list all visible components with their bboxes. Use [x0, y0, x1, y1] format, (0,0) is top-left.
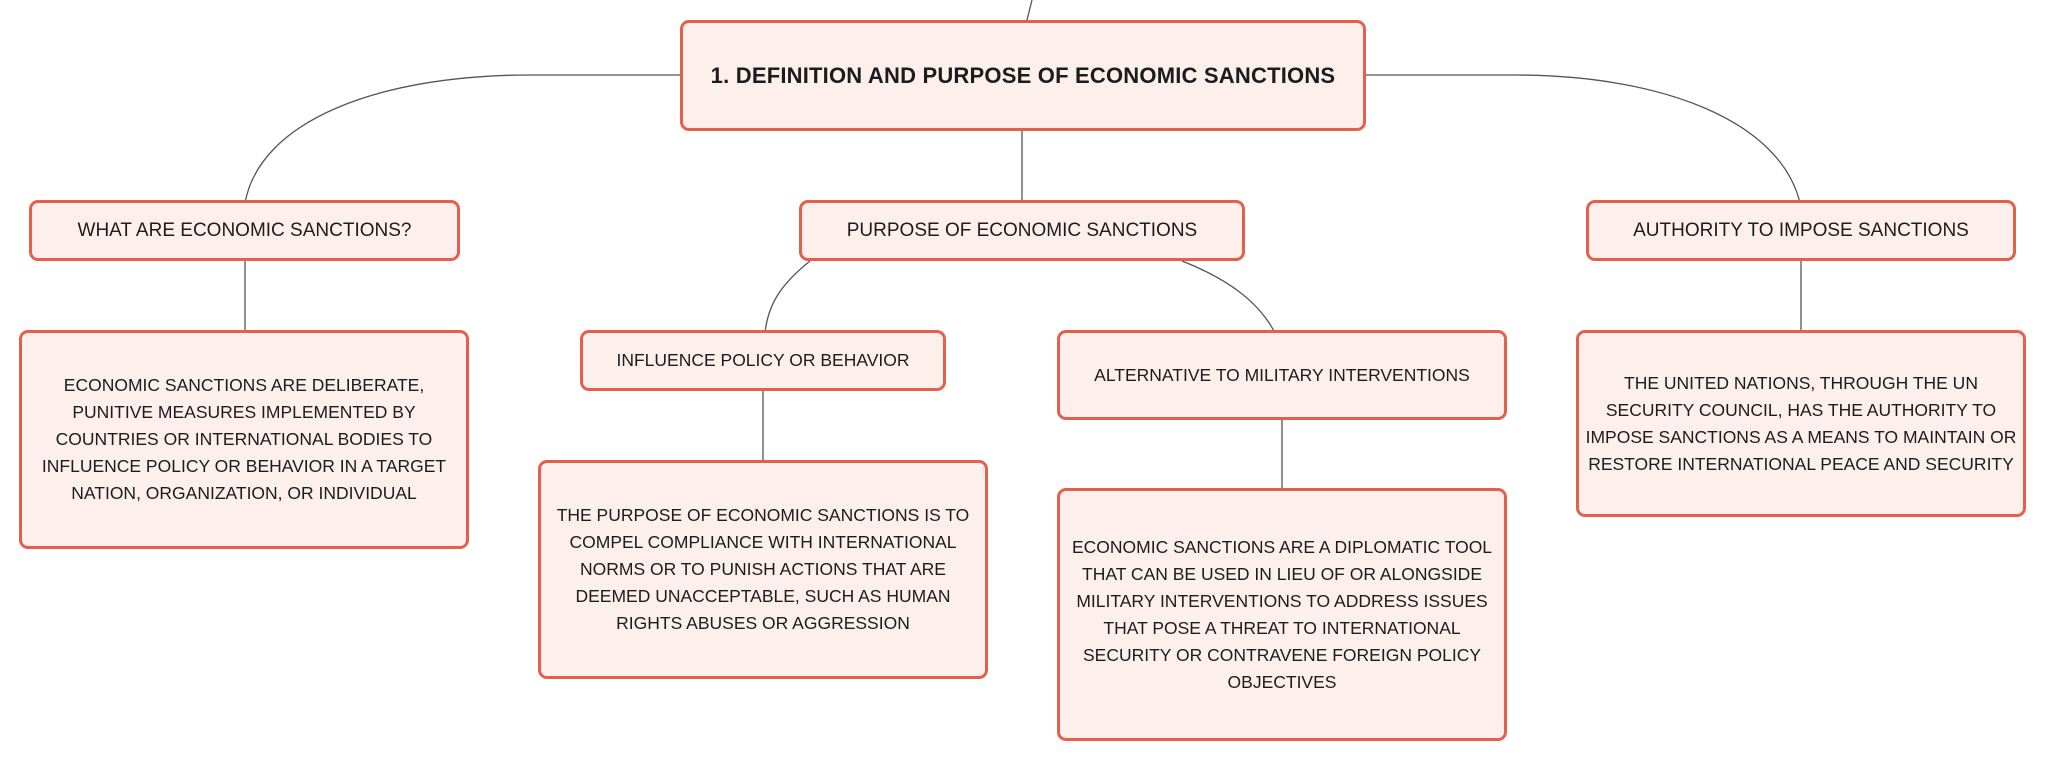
subtopic-alternative-military[interactable] — [1057, 330, 1507, 420]
detail-text: ECONOMIC SANCTIONS ARE A DIPLOMATIC TOOL THAT CAN BE USED IN LIEU OF OR ALONGSIDE MILITARY INTERVENTIONS TO ADDRESS ISSUES THAT POSE A THREAT TO INTERNATIONAL SECURITY OR CONTRAVENE FOREIGN POLICY OBJECTIVES — [1071, 536, 1493, 692]
root-node[interactable] — [680, 20, 1366, 131]
topic-authority-to-impose[interactable] — [1586, 200, 2016, 261]
subtopic-influence-policy[interactable] — [580, 330, 946, 391]
detail-text: THE UNITED NATIONS, THROUGH THE UN SECURITY COUNCIL, HAS THE AUTHORITY TO IMPOSE SANCTIONS AS A MEANS TO MAINTAIN OR RESTORE INTERNATIONAL PEACE AND SECURITY — [1585, 372, 2017, 474]
detail-authority[interactable] — [1576, 330, 2026, 517]
root-node-label: 1. DEFINITION AND PURPOSE OF ECONOMIC SANCTIONS — [710, 62, 1336, 88]
connector-purpose-to-alternative — [1182, 261, 1275, 333]
topic-label: AUTHORITY TO IMPOSE SANCTIONS — [1633, 219, 1969, 241]
detail-alternative-military[interactable] — [1057, 488, 1507, 741]
topic-label: WHAT ARE ECONOMIC SANCTIONS? — [77, 219, 412, 241]
topic-label: PURPOSE OF ECONOMIC SANCTIONS — [846, 219, 1198, 241]
connector-root-to-what-are — [245, 75, 680, 203]
detail-text: THE PURPOSE OF ECONOMIC SANCTIONS IS TO COMPEL COMPLIANCE WITH INTERNATIONAL NORMS OR TO PUNISH ACTIONS THAT ARE DEEMED UNACCEPTABLE, SUCH AS HUMAN RIGHTS ABUSES OR AGGRESSION — [556, 505, 970, 633]
detail-what-are-sanctions[interactable] — [19, 330, 469, 549]
connector-root-to-authority — [1365, 75, 1800, 203]
topic-purpose-of-sanctions[interactable] — [799, 200, 1245, 261]
subtopic-label: ALTERNATIVE TO MILITARY INTERVENTIONS — [1094, 364, 1470, 385]
connector-purpose-to-influence — [765, 261, 810, 333]
detail-influence-policy[interactable] — [538, 460, 988, 679]
topic-what-are-sanctions[interactable] — [29, 200, 460, 261]
subtopic-label: INFLUENCE POLICY OR BEHAVIOR — [616, 350, 910, 370]
connector-root-parent — [1027, 0, 1032, 20]
detail-text: ECONOMIC SANCTIONS ARE DELIBERATE, PUNITIVE MEASURES IMPLEMENTED BY COUNTRIES OR INTERNATIONAL BODIES TO INFLUENCE POLICY OR BEHAVIOR IN A TARGET NATION, ORGANIZATION, OR INDIVIDUAL — [41, 375, 447, 503]
